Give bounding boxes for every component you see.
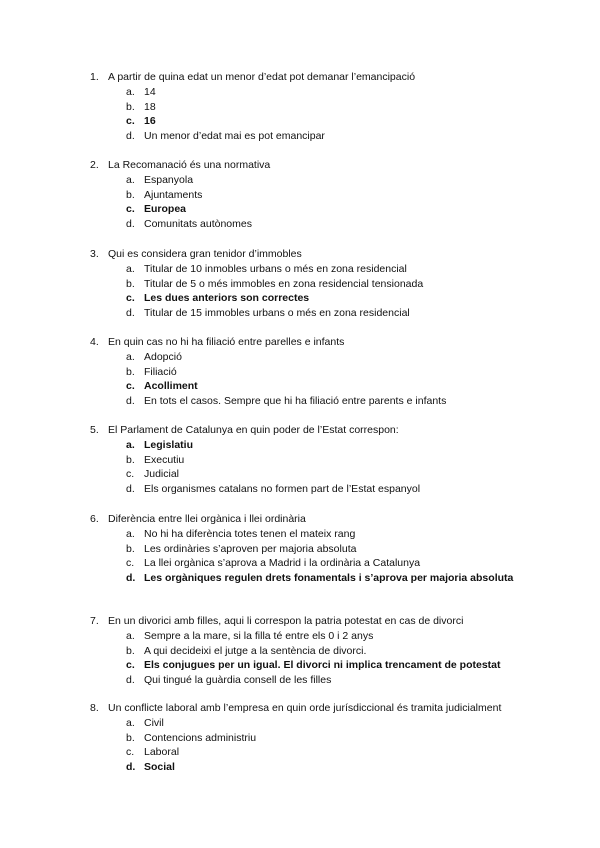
option-letter: a. (126, 439, 135, 451)
option-d (0, 217, 600, 232)
option-text: Acolliment (144, 380, 198, 393)
question-text: El Parlament de Catalunya en quin poder de l’Estat correspon: (108, 424, 399, 436)
option-text: Adopció (144, 351, 182, 363)
option-letter: c. (126, 468, 135, 481)
option-letter: c. (126, 746, 135, 759)
question-number: 1. (90, 71, 99, 83)
option-letter: a. (126, 630, 135, 642)
option-letter: c. (126, 380, 135, 393)
option-a (0, 85, 600, 100)
option-b (0, 365, 600, 380)
option-text: Titular de 5 o més immobles en zona residencial tensionada (144, 277, 424, 290)
option-letter: a. (126, 717, 135, 729)
question-5 (0, 423, 600, 496)
option-letter: b. (126, 365, 135, 378)
question-stem (0, 614, 600, 629)
option-c (0, 745, 600, 760)
question-3 (0, 247, 600, 320)
question-number: 6. (90, 513, 99, 525)
option-text: Les dues anteriors son correctes (144, 292, 310, 305)
option-letter: d. (126, 217, 135, 230)
option-c-correct (0, 114, 600, 129)
option-text: No hi ha diferència totes tenen el mateix rang (144, 528, 356, 540)
option-text: Les ordinàries s’aproven per majoria absoluta (144, 542, 357, 555)
option-letter: d. (126, 571, 136, 584)
option-c (0, 467, 600, 482)
question-stem (0, 247, 600, 262)
option-b (0, 542, 600, 557)
question-8 (0, 701, 600, 774)
option-letter: a. (126, 263, 135, 275)
option-letter: d. (126, 129, 135, 142)
option-d-correct (0, 571, 600, 586)
option-text: Qui tingué la guàrdia consell de les filles (144, 673, 332, 686)
option-letter: d. (126, 760, 136, 773)
option-d (0, 482, 600, 497)
option-c-correct (0, 658, 600, 673)
option-c (0, 556, 600, 571)
option-text: Legislatiu (144, 439, 194, 451)
question-text: Un conflicte laboral amb l’empresa en quin orde jurísdiccional és tramita judicialment (108, 702, 502, 714)
option-letter: d. (126, 394, 135, 407)
question-number: 2. (90, 159, 99, 171)
option-text: 14 (144, 86, 156, 98)
option-b (0, 644, 600, 659)
option-a (0, 527, 600, 542)
question-text: Qui es considera gran tenidor d’immobles (108, 248, 302, 260)
option-text: Els conjugues per un igual. El divorci ni implica trencament de potestat (144, 659, 501, 672)
option-letter: a. (126, 351, 135, 363)
option-text: Executiu (144, 453, 185, 466)
option-a (0, 629, 600, 644)
option-text: Espanyola (144, 174, 194, 186)
option-a (0, 173, 600, 188)
option-c-correct (0, 379, 600, 394)
option-b (0, 453, 600, 468)
option-text: Social (144, 760, 175, 773)
option-letter: b. (126, 453, 135, 466)
option-letter: c. (126, 557, 135, 570)
option-letter: d. (126, 306, 135, 319)
question-text: A partir de quina edat un menor d’edat pot demanar l’emancipació (108, 71, 416, 83)
option-b (0, 100, 600, 115)
option-letter: c. (126, 203, 135, 216)
option-d (0, 673, 600, 688)
question-stem (0, 158, 600, 173)
option-text: 18 (144, 100, 156, 113)
option-d (0, 129, 600, 144)
question-text: La Recomanació és una normativa (108, 159, 271, 171)
option-letter: b. (126, 277, 135, 290)
option-text: Civil (144, 717, 164, 729)
option-a (0, 350, 600, 365)
option-letter: c. (126, 659, 135, 672)
option-b (0, 277, 600, 292)
option-letter: b. (126, 731, 135, 744)
option-text: Laboral (144, 746, 180, 759)
option-letter: b. (126, 100, 135, 113)
option-c-correct (0, 291, 600, 306)
question-number: 8. (90, 702, 99, 714)
option-text: La llei orgànica s’aprova a Madrid i la ordinària a Catalunya (144, 557, 421, 570)
option-text: Titular de 15 immobles urbans o més en zona residencial (144, 306, 410, 319)
question-text: En quin cas no hi ha filiació entre parelles e infants (108, 336, 345, 348)
option-d-correct (0, 760, 600, 775)
option-letter: c. (126, 292, 135, 305)
option-letter: d. (126, 482, 135, 495)
option-d (0, 394, 600, 409)
question-stem (0, 70, 600, 85)
question-text: En un divorici amb filles, aqui li correspon la patria potestat en cas de divorci (108, 615, 464, 627)
option-d (0, 306, 600, 321)
option-letter: b. (126, 644, 135, 657)
option-a (0, 716, 600, 731)
option-text: Judicial (144, 468, 180, 481)
question-6 (0, 512, 600, 585)
question-stem (0, 512, 600, 527)
question-1 (0, 70, 600, 143)
option-letter: a. (126, 86, 135, 98)
question-stem (0, 335, 600, 350)
question-text: Diferència entre llei orgànica i llei ordinària (108, 513, 306, 525)
option-text: Les orgàniques regulen drets fonamentals i s’aprova per majoria absoluta (144, 571, 514, 584)
question-number: 7. (90, 615, 99, 627)
option-text: Contencions administriu (144, 731, 257, 744)
option-letter: b. (126, 542, 135, 555)
option-letter: a. (126, 174, 135, 186)
option-text: A qui decideixi el jutge a la sentència de divorci. (144, 644, 367, 657)
question-number: 5. (90, 424, 99, 436)
question-7 (0, 614, 600, 687)
option-c-correct (0, 202, 600, 217)
option-b (0, 188, 600, 203)
question-number: 3. (90, 248, 99, 260)
option-text: En tots el casos. Sempre que hi ha filiació entre parents e infants (144, 394, 447, 407)
question-stem (0, 423, 600, 438)
option-text: Filiació (144, 365, 177, 378)
question-number: 4. (90, 336, 99, 348)
option-text: Un menor d’edat mai es pot emancipar (144, 129, 325, 142)
option-letter: d. (126, 673, 135, 686)
question-2 (0, 158, 600, 231)
option-text: Europea (144, 203, 187, 216)
option-a (0, 262, 600, 277)
option-text: Comunitats autònomes (144, 217, 252, 230)
option-letter: a. (126, 528, 135, 540)
option-b (0, 731, 600, 746)
option-text: Sempre a la mare, si la filla té entre els 0 i 2 anys (144, 630, 374, 642)
option-text: Els organismes catalans no formen part de l’Estat espanyol (144, 482, 421, 495)
question-stem (0, 701, 600, 716)
option-letter: b. (126, 188, 135, 201)
option-text: 16 (144, 115, 156, 128)
option-a-correct (0, 438, 600, 453)
option-text: Titular de 10 inmobles urbans o més en zona residencial (144, 263, 407, 275)
option-text: Ajuntaments (144, 188, 203, 201)
question-4 (0, 335, 600, 408)
option-letter: c. (126, 115, 135, 128)
